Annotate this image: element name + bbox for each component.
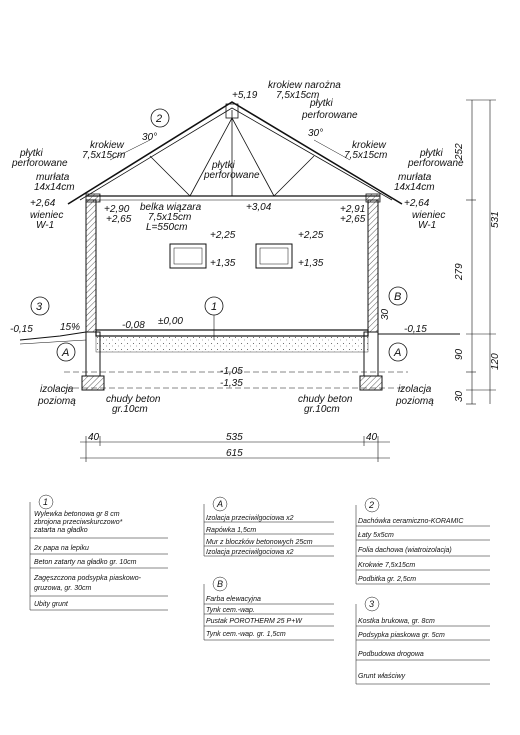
legend-box-1	[30, 495, 168, 610]
legend-2-row-1: Łaty 5x5cm	[358, 532, 394, 539]
legend-box-B	[204, 577, 334, 640]
plytki-center: płytki	[212, 160, 235, 171]
pozioma-left: poziomą	[38, 396, 76, 407]
pozioma-right: poziomą	[396, 396, 434, 407]
pitch-right: 30°	[308, 128, 324, 139]
legend-1-row-4: Ubity grunt	[34, 601, 68, 608]
callout-2: 2	[156, 113, 163, 125]
dim-inner: 535	[226, 432, 243, 443]
labels	[10, 80, 464, 415]
chudy-beton-right: chudy beton	[298, 394, 353, 405]
krokiew-left-size: 7,5x15cm	[82, 150, 126, 161]
wall-right	[368, 200, 378, 332]
callout-1: 1	[211, 301, 218, 313]
footing-top-level: -1,05	[220, 366, 243, 377]
perforowane-right: perforowane	[408, 158, 464, 169]
dim-wall-30: 30	[380, 308, 391, 320]
window-left-inner	[174, 248, 202, 264]
callout-B: B	[394, 291, 402, 303]
krokiew-narozna-label: krokiew narożna	[268, 80, 341, 91]
plytki-right: płytki	[420, 148, 443, 159]
chudy-beton-left: chudy beton	[106, 394, 161, 405]
dim-total: 615	[226, 448, 243, 459]
murlata-left-size: 14x14cm	[34, 182, 75, 193]
legend-1-num: 1	[43, 497, 49, 507]
legend-2-num: 2	[369, 500, 375, 510]
legend-B-row-3: Tynk cem.-wap. gr. 1,5cm	[206, 631, 286, 638]
plate-level: +3,04	[246, 202, 272, 213]
eave-right-level: +2,64	[404, 198, 430, 209]
legend-3-row-1: Podsypka piaskowa gr. 5cm	[358, 632, 445, 639]
legend	[30, 495, 490, 684]
subbase	[96, 336, 368, 352]
window-right-bottom: +1,35	[298, 258, 324, 269]
legend-1-row-2: Beton zatarty na gładko gr. 10cm	[34, 559, 137, 566]
window-left-top: +2,25	[210, 230, 236, 241]
window-right	[256, 244, 292, 268]
legend-A-letter: A	[217, 499, 224, 509]
ground-level-left: -0,15	[10, 324, 33, 335]
window-right-top: +2,25	[298, 230, 324, 241]
right-wall-level: +2,65	[340, 214, 366, 225]
slope-label: 15%	[60, 322, 81, 333]
belka-size: 7,5x15cm	[148, 212, 192, 223]
wieniec-right: wieniec	[412, 210, 446, 221]
legend-2-row-3: Krokwie 7,5x15cm	[358, 562, 416, 569]
wieniec-right-type: W-1	[418, 220, 437, 231]
legend-A-row-2: Mur z bloczków betonowych 25cm	[206, 539, 313, 546]
krokiew-right: krokiew	[352, 140, 386, 151]
pitch-left: 30°	[142, 132, 158, 143]
murlata-right-size: 14x14cm	[394, 182, 435, 193]
right-top-level: +2,91	[340, 204, 366, 215]
walls	[82, 200, 382, 390]
legend-3-row-0: Kostka brukowa, gr. 8cm	[358, 618, 435, 625]
legend-B-row-2: Pustak POROTHERM 25 P+W	[206, 618, 302, 625]
legend-1-row-1: 2x papa na lepiku	[34, 545, 89, 552]
plytki-left: płytki	[20, 148, 43, 159]
paving-left	[20, 340, 86, 344]
legend-B-letter: B	[217, 579, 224, 589]
murlata-right: murłata	[398, 172, 432, 183]
perforowane-left: perforowane	[12, 158, 68, 169]
murlata-left: murłata	[36, 172, 70, 183]
floor-low-level: -0,08	[122, 320, 145, 331]
legend-A-row-0: Izolacja przeciwilgociowa x2	[206, 515, 294, 522]
legend-2-row-0: Dachówka ceramiczno-KORAMIC	[358, 518, 464, 525]
eave-left-level: +2,64	[30, 198, 56, 209]
wieniec-left-type: W-1	[36, 220, 55, 231]
legend-B-row-0: Farba elewacyjna	[206, 596, 261, 603]
dim-531: 531	[490, 211, 501, 228]
left-wall-level: +2,65	[106, 214, 132, 225]
dim-252: 252	[454, 143, 465, 160]
perforowane-center: perforowane	[204, 170, 260, 181]
legend-2-row-4: Podbitka gr. 2,5cm	[358, 576, 417, 583]
krokiew-narozna-size: 7,5x15cm	[276, 90, 320, 101]
legend-box-2	[356, 498, 490, 584]
ground-level-right: -0,15	[404, 324, 427, 335]
chudy-beton-right-thk: gr.10cm	[304, 404, 340, 415]
wieniec-left: wieniec	[30, 210, 64, 221]
dim-90: 90	[454, 348, 465, 360]
floor-level: ±0,00	[158, 316, 183, 327]
dim-30: 30	[454, 390, 465, 402]
perforowane-top: perforowane	[302, 110, 358, 121]
window-left	[170, 244, 206, 268]
legend-1-row-3a: Zagęszczona podsypka piaskowo-	[34, 575, 142, 582]
legend-box-A	[204, 497, 334, 556]
footing-bottom-level: -1,35	[220, 378, 243, 389]
legend-3-row-2: Podbudowa drogowa	[358, 651, 424, 658]
ridge-level: +5,19	[232, 90, 258, 101]
window-right-inner	[260, 248, 288, 264]
legend-2-row-2: Folia dachowa (wiatroizolacja)	[358, 547, 452, 554]
legend-box-3	[356, 597, 490, 684]
dim-279: 279	[454, 263, 465, 280]
krokiew-right-size: 7,5x15cm	[344, 150, 388, 161]
krokiew-left: krokiew	[90, 140, 124, 151]
plytki-top: płytki	[310, 98, 333, 109]
legend-B-row-1: Tynk cem.-wap.	[206, 607, 255, 614]
legend-1-row-0a: Wylewka betonowa gr 8 cm	[34, 511, 120, 518]
dim-wall-right: 40	[366, 432, 378, 443]
dims-bottom	[80, 432, 390, 462]
legend-A-row-1: Rapówka 1,5cm	[206, 527, 257, 534]
izolacja-left: izolacja	[40, 384, 74, 395]
strut-2	[232, 118, 274, 196]
legend-1-row-0b: zbrojona przeciwskurczowo*	[34, 519, 123, 526]
window-left-bottom: +1,35	[210, 258, 236, 269]
callout-A-right: A	[394, 347, 402, 359]
legend-1-row-3b: gruzowa, gr. 30cm	[34, 585, 92, 592]
legend-3-row-3: Grunt właściwy	[358, 673, 406, 680]
legend-3-num: 3	[369, 599, 375, 609]
strut-4	[274, 156, 314, 196]
belka-label: belka wiązara	[140, 202, 202, 213]
callout-3: 3	[36, 301, 43, 313]
wall-left	[86, 200, 96, 332]
belka-length: L=550cm	[146, 222, 188, 233]
callout-A-left: A	[62, 347, 70, 359]
left-top-level: +2,90	[104, 204, 130, 215]
dim-wall-left: 40	[88, 432, 100, 443]
legend-1-row-0c: zatarta na gładko	[34, 527, 88, 534]
strut-3	[150, 156, 190, 196]
dim-120: 120	[490, 353, 501, 370]
izolacja-right: izolacja	[398, 384, 432, 395]
chudy-beton-left-thk: gr.10cm	[112, 404, 148, 415]
legend-A-row-3: Izolacja przeciwilgociowa x2	[206, 549, 294, 556]
